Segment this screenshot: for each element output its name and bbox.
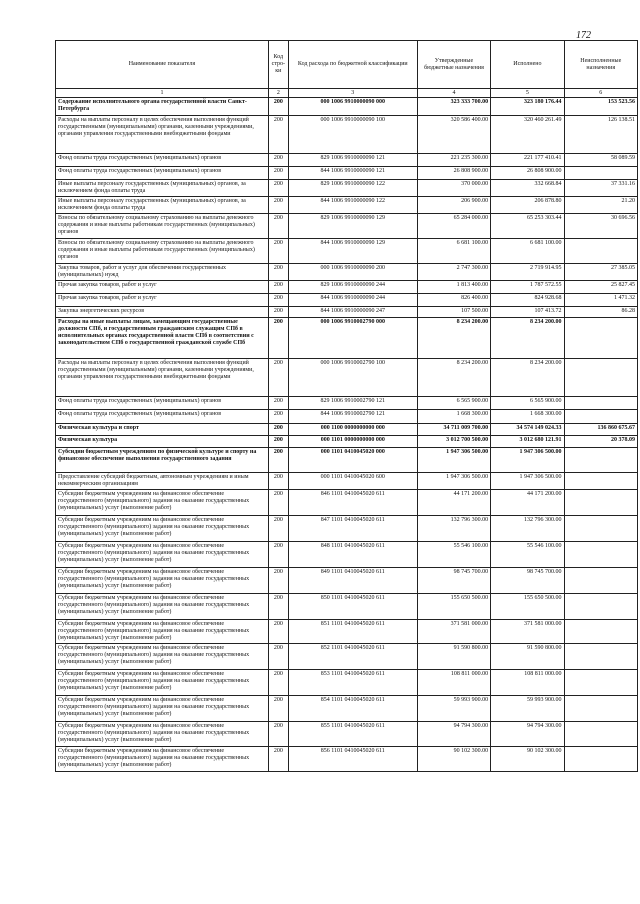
row-line-code-cell: 200 bbox=[268, 620, 288, 644]
row-approved-cell: 8 234 200.00 bbox=[417, 359, 490, 397]
row-budget-code-cell: 856 1101 0410045020 611 bbox=[288, 747, 417, 772]
row-remaining-cell bbox=[564, 318, 637, 359]
column-number: 5 bbox=[491, 89, 564, 98]
row-name-cell: Субсидии бюджетным учреждениям на финансовое обеспечение государственного (муниципального) задания на оказание государственных (муниципальных) услуг (выполнение работ) bbox=[56, 620, 269, 644]
row-name-cell: Фонд оплаты труда государственных (муниципальных) органов bbox=[56, 410, 269, 424]
row-line-code-cell: 200 bbox=[268, 644, 288, 670]
row-name-cell: Расходы на выплаты персоналу в целях обеспечения выполнения функций государственными (муниципальными) органами, казенными учреждениями, органами управления государственными внебюджетными фондами bbox=[56, 359, 269, 397]
row-remaining-cell bbox=[564, 410, 637, 424]
row-executed-cell: 34 574 149 024.33 bbox=[491, 424, 564, 436]
row-executed-cell: 6 681 100.00 bbox=[491, 239, 564, 264]
row-line-code-cell: 200 bbox=[268, 359, 288, 397]
row-remaining-cell bbox=[564, 490, 637, 516]
row-name-cell: Расходы на выплаты персоналу в целях обеспечения выполнения функций государственными (муниципальными) органами, казенными учреждениями, органами управления государственными внебюджетными фондами bbox=[56, 116, 269, 154]
row-name-cell: Расходы на иные выплаты лицам, замещающим государственные должности СПб, и государственным гражданским служащим СПб в исполнительных органах государственной власти СПб в соответствии с законодательством СПб о государственной гражданской службе СПб bbox=[56, 318, 269, 359]
row-budget-code-cell: 000 1006 9910002790 000 bbox=[288, 318, 417, 359]
row-name-cell: Субсидии бюджетным учреждениям на финансовое обеспечение государственного (муниципального) задания на оказание государственных (муниципальных) услуг (выполнение работ) bbox=[56, 568, 269, 594]
row-approved-cell: 55 546 100.00 bbox=[417, 542, 490, 568]
header-executed: Исполнено bbox=[491, 41, 564, 89]
row-approved-cell: 8 234 200.00 bbox=[417, 318, 490, 359]
row-budget-code-cell: 829 1006 9910000090 122 bbox=[288, 180, 417, 197]
row-executed-cell: 155 650 500.00 bbox=[491, 594, 564, 620]
row-budget-code-cell: 000 1006 9910000090 000 bbox=[288, 98, 417, 116]
table-row bbox=[56, 722, 638, 747]
row-budget-code-cell: 844 1006 9910000090 244 bbox=[288, 294, 417, 307]
row-line-code-cell: 200 bbox=[268, 424, 288, 436]
row-budget-code-cell: 000 1101 0410045020 000 bbox=[288, 448, 417, 473]
table-row bbox=[56, 568, 638, 594]
header-indicator-name: Наименование показателя bbox=[56, 41, 269, 89]
row-name-cell: Взносы по обязательному социальному страхованию на выплаты денежного содержания и иные выплаты работникам государственных (муниципальных) органов bbox=[56, 239, 269, 264]
row-executed-cell: 26 808 900.00 bbox=[491, 167, 564, 180]
header-approved: Утвержденные бюджетные назначения bbox=[417, 41, 490, 89]
table-row bbox=[56, 696, 638, 722]
table-row bbox=[56, 620, 638, 644]
row-approved-cell: 6 681 100.00 bbox=[417, 239, 490, 264]
row-name-cell: Субсидии бюджетным учреждениям на финансовое обеспечение государственного (муниципального) задания на оказание государственных (муниципальных) услуг (выполнение работ) bbox=[56, 594, 269, 620]
row-remaining-cell bbox=[564, 568, 637, 594]
row-executed-cell: 8 234 200.00 bbox=[491, 359, 564, 397]
row-remaining-cell bbox=[564, 594, 637, 620]
table-body bbox=[56, 98, 638, 772]
table-row bbox=[56, 294, 638, 307]
row-name-cell: Иные выплаты персоналу государственных (муниципальных) органов, за исключением фонда оплаты труда bbox=[56, 197, 269, 214]
row-name-cell: Фонд оплаты труда государственных (муниципальных) органов bbox=[56, 154, 269, 167]
row-budget-code-cell: 855 1101 0410045020 611 bbox=[288, 722, 417, 747]
row-executed-cell: 90 102 300.00 bbox=[491, 747, 564, 772]
row-budget-code-cell: 854 1101 0410045020 611 bbox=[288, 696, 417, 722]
row-name-cell: Прочая закупка товаров, работ и услуг bbox=[56, 294, 269, 307]
row-remaining-cell bbox=[564, 620, 637, 644]
row-name-cell: Субсидии бюджетным учреждениям на финансовое обеспечение государственного (муниципального) задания на оказание государственных (муниципальных) услуг (выполнение работ) bbox=[56, 490, 269, 516]
row-executed-cell: 94 794 300.00 bbox=[491, 722, 564, 747]
column-number: 1 bbox=[56, 89, 269, 98]
page-number: 172 bbox=[576, 30, 591, 41]
table-row bbox=[56, 214, 638, 239]
row-executed-cell: 206 878.80 bbox=[491, 197, 564, 214]
row-line-code-cell: 200 bbox=[268, 397, 288, 410]
row-executed-cell: 323 180 176.44 bbox=[491, 98, 564, 116]
table-header-row bbox=[56, 41, 638, 89]
row-remaining-cell: 20 378.09 bbox=[564, 436, 637, 448]
table-row bbox=[56, 410, 638, 424]
table-row bbox=[56, 670, 638, 696]
row-approved-cell: 2 747 300.00 bbox=[417, 264, 490, 281]
row-name-cell: Закупка товаров, работ и услуг для обеспечения государственных (муниципальных) нужд bbox=[56, 264, 269, 281]
row-remaining-cell bbox=[564, 516, 637, 542]
row-budget-code-cell: 000 1006 9910000090 100 bbox=[288, 116, 417, 154]
row-name-cell: Закупка энергетических ресурсов bbox=[56, 307, 269, 318]
row-line-code-cell: 200 bbox=[268, 239, 288, 264]
column-number: 6 bbox=[564, 89, 637, 98]
row-approved-cell: 132 796 300.00 bbox=[417, 516, 490, 542]
row-remaining-cell: 153 523.56 bbox=[564, 98, 637, 116]
table-row bbox=[56, 167, 638, 180]
row-remaining-cell bbox=[564, 644, 637, 670]
row-budget-code-cell: 000 1006 9910000090 200 bbox=[288, 264, 417, 281]
row-name-cell: Субсидии бюджетным учреждениям на финансовое обеспечение государственного (муниципального) задания на оказание государственных (муниципальных) услуг (выполнение работ) bbox=[56, 542, 269, 568]
table-row bbox=[56, 180, 638, 197]
row-approved-cell: 1 947 306 500.00 bbox=[417, 473, 490, 490]
row-remaining-cell bbox=[564, 239, 637, 264]
row-remaining-cell: 27 385.05 bbox=[564, 264, 637, 281]
row-line-code-cell: 200 bbox=[268, 214, 288, 239]
row-remaining-cell bbox=[564, 696, 637, 722]
row-remaining-cell bbox=[564, 448, 637, 473]
row-executed-cell: 371 581 000.00 bbox=[491, 620, 564, 644]
row-executed-cell: 3 012 680 121.91 bbox=[491, 436, 564, 448]
row-remaining-cell bbox=[564, 722, 637, 747]
row-approved-cell: 155 650 500.00 bbox=[417, 594, 490, 620]
row-budget-code-cell: 848 1101 0410045020 611 bbox=[288, 542, 417, 568]
row-budget-code-cell: 844 1006 9910000090 122 bbox=[288, 197, 417, 214]
row-line-code-cell: 200 bbox=[268, 116, 288, 154]
row-executed-cell: 108 811 000.00 bbox=[491, 670, 564, 696]
row-line-code-cell: 200 bbox=[268, 318, 288, 359]
row-approved-cell: 26 808 900.00 bbox=[417, 167, 490, 180]
row-line-code-cell: 200 bbox=[268, 436, 288, 448]
row-line-code-cell: 200 bbox=[268, 167, 288, 180]
row-executed-cell: 98 745 700.00 bbox=[491, 568, 564, 594]
row-remaining-cell bbox=[564, 747, 637, 772]
row-line-code-cell: 200 bbox=[268, 410, 288, 424]
row-remaining-cell: 1 471.32 bbox=[564, 294, 637, 307]
row-executed-cell: 132 796 300.00 bbox=[491, 516, 564, 542]
table-row bbox=[56, 747, 638, 772]
row-budget-code-cell: 000 1101 0410045020 600 bbox=[288, 473, 417, 490]
table-row bbox=[56, 516, 638, 542]
row-executed-cell: 320 460 261.49 bbox=[491, 116, 564, 154]
column-number: 3 bbox=[288, 89, 417, 98]
row-line-code-cell: 200 bbox=[268, 696, 288, 722]
row-line-code-cell: 200 bbox=[268, 197, 288, 214]
row-approved-cell: 1 668 300.00 bbox=[417, 410, 490, 424]
row-line-code-cell: 200 bbox=[268, 294, 288, 307]
row-approved-cell: 34 711 009 700.00 bbox=[417, 424, 490, 436]
table-row bbox=[56, 281, 638, 294]
row-executed-cell: 1 668 300.00 bbox=[491, 410, 564, 424]
row-budget-code-cell: 852 1101 0410045020 611 bbox=[288, 644, 417, 670]
row-approved-cell: 1 947 306 500.00 bbox=[417, 448, 490, 473]
row-approved-cell: 221 235 300.00 bbox=[417, 154, 490, 167]
row-approved-cell: 206 900.00 bbox=[417, 197, 490, 214]
row-executed-cell: 2 719 914.95 bbox=[491, 264, 564, 281]
row-name-cell: Физическая культура и спорт bbox=[56, 424, 269, 436]
row-approved-cell: 90 102 300.00 bbox=[417, 747, 490, 772]
row-name-cell: Предоставление субсидий бюджетным, автономным учреждениям и иным некоммерческим организациям bbox=[56, 473, 269, 490]
row-name-cell: Субсидии бюджетным учреждениям на финансовое обеспечение государственного (муниципального) задания на оказание государственных (муниципальных) услуг (выполнение работ) bbox=[56, 516, 269, 542]
row-approved-cell: 65 284 000.00 bbox=[417, 214, 490, 239]
row-line-code-cell: 200 bbox=[268, 473, 288, 490]
row-line-code-cell: 200 bbox=[268, 281, 288, 294]
row-line-code-cell: 200 bbox=[268, 568, 288, 594]
row-remaining-cell: 30 696.56 bbox=[564, 214, 637, 239]
table-row bbox=[56, 594, 638, 620]
row-remaining-cell bbox=[564, 670, 637, 696]
row-remaining-cell: 126 138.51 bbox=[564, 116, 637, 154]
row-remaining-cell bbox=[564, 473, 637, 490]
header-line-code: Код стро-ки bbox=[268, 41, 288, 89]
table-row bbox=[56, 264, 638, 281]
row-remaining-cell: 21.20 bbox=[564, 197, 637, 214]
row-budget-code-cell: 000 1100 0000000000 000 bbox=[288, 424, 417, 436]
row-line-code-cell: 200 bbox=[268, 670, 288, 696]
row-approved-cell: 107 500.00 bbox=[417, 307, 490, 318]
row-budget-code-cell: 000 1006 9910002790 100 bbox=[288, 359, 417, 397]
row-executed-cell: 221 177 410.41 bbox=[491, 154, 564, 167]
row-name-cell: Иные выплаты персоналу государственных (муниципальных) органов, за исключением фонда оплаты труда bbox=[56, 180, 269, 197]
row-approved-cell: 44 171 200.00 bbox=[417, 490, 490, 516]
row-executed-cell: 1 947 306 500.00 bbox=[491, 473, 564, 490]
row-approved-cell: 1 813 400.00 bbox=[417, 281, 490, 294]
row-remaining-cell: 136 860 675.67 bbox=[564, 424, 637, 436]
header-budget-code: Код расхода по бюджетной классификации bbox=[288, 41, 417, 89]
column-number-row bbox=[56, 89, 638, 98]
row-executed-cell: 55 546 100.00 bbox=[491, 542, 564, 568]
table-row bbox=[56, 116, 638, 154]
table-row bbox=[56, 197, 638, 214]
table-row bbox=[56, 436, 638, 448]
table-row bbox=[56, 98, 638, 116]
row-executed-cell: 8 234 200.00 bbox=[491, 318, 564, 359]
row-executed-cell: 44 171 200.00 bbox=[491, 490, 564, 516]
row-budget-code-cell: 844 1006 9910002790 121 bbox=[288, 410, 417, 424]
table-row bbox=[56, 644, 638, 670]
budget-execution-table bbox=[55, 40, 638, 772]
column-number: 4 bbox=[417, 89, 490, 98]
row-name-cell: Прочая закупка товаров, работ и услуг bbox=[56, 281, 269, 294]
table-row bbox=[56, 448, 638, 473]
row-name-cell: Содержание исполнительного органа государственной власти Санкт-Петербурга bbox=[56, 98, 269, 116]
row-name-cell: Фонд оплаты труда государственных (муниципальных) органов bbox=[56, 397, 269, 410]
row-name-cell: Субсидии бюджетным учреждениям на финансовое обеспечение государственного (муниципального) задания на оказание государственных (муниципальных) услуг (выполнение работ) bbox=[56, 696, 269, 722]
row-budget-code-cell: 846 1101 0410045020 611 bbox=[288, 490, 417, 516]
row-name-cell: Фонд оплаты труда государственных (муниципальных) органов bbox=[56, 167, 269, 180]
row-line-code-cell: 200 bbox=[268, 594, 288, 620]
table-row bbox=[56, 473, 638, 490]
row-approved-cell: 59 993 900.00 bbox=[417, 696, 490, 722]
row-approved-cell: 98 745 700.00 bbox=[417, 568, 490, 594]
row-name-cell: Субсидии бюджетным учреждениям на финансовое обеспечение государственного (муниципального) задания на оказание государственных (муниципальных) услуг (выполнение работ) bbox=[56, 670, 269, 696]
row-name-cell: Взносы по обязательному социальному страхованию на выплаты денежного содержания и иные выплаты работникам государственных (муниципальных) органов bbox=[56, 214, 269, 239]
row-approved-cell: 371 581 000.00 bbox=[417, 620, 490, 644]
table-row bbox=[56, 490, 638, 516]
header-remaining: Неисполненные назначения bbox=[564, 41, 637, 89]
row-line-code-cell: 200 bbox=[268, 490, 288, 516]
row-name-cell: Субсидии бюджетным учреждениям на финансовое обеспечение государственного (муниципального) задания на оказание государственных (муниципальных) услуг (выполнение работ) bbox=[56, 644, 269, 670]
row-line-code-cell: 200 bbox=[268, 180, 288, 197]
row-budget-code-cell: 829 1006 9910002790 121 bbox=[288, 397, 417, 410]
row-approved-cell: 3 012 700 500.00 bbox=[417, 436, 490, 448]
table-row bbox=[56, 424, 638, 436]
row-budget-code-cell: 829 1006 9910000090 244 bbox=[288, 281, 417, 294]
row-executed-cell: 65 253 303.44 bbox=[491, 214, 564, 239]
row-budget-code-cell: 850 1101 0410045020 611 bbox=[288, 594, 417, 620]
row-name-cell: Субсидии бюджетным учреждениям по физической культуре и спорту на финансовое обеспечение выполнения государственного задания bbox=[56, 448, 269, 473]
row-budget-code-cell: 853 1101 0410045020 611 bbox=[288, 670, 417, 696]
row-budget-code-cell: 851 1101 0410045020 611 bbox=[288, 620, 417, 644]
table-row bbox=[56, 307, 638, 318]
row-remaining-cell: 25 827.45 bbox=[564, 281, 637, 294]
row-budget-code-cell: 849 1101 0410045020 611 bbox=[288, 568, 417, 594]
row-line-code-cell: 200 bbox=[268, 264, 288, 281]
row-budget-code-cell: 847 1101 0410045020 611 bbox=[288, 516, 417, 542]
row-line-code-cell: 200 bbox=[268, 722, 288, 747]
table-row bbox=[56, 154, 638, 167]
row-line-code-cell: 200 bbox=[268, 747, 288, 772]
row-line-code-cell: 200 bbox=[268, 98, 288, 116]
row-approved-cell: 323 333 700.00 bbox=[417, 98, 490, 116]
row-remaining-cell: 58 089.59 bbox=[564, 154, 637, 167]
row-budget-code-cell: 844 1006 9910000090 129 bbox=[288, 239, 417, 264]
row-budget-code-cell: 829 1006 9910000090 121 bbox=[288, 154, 417, 167]
row-budget-code-cell: 000 1101 0000000000 000 bbox=[288, 436, 417, 448]
row-approved-cell: 91 590 800.00 bbox=[417, 644, 490, 670]
row-approved-cell: 6 565 900.00 bbox=[417, 397, 490, 410]
row-remaining-cell bbox=[564, 542, 637, 568]
row-executed-cell: 1 947 306 500.00 bbox=[491, 448, 564, 473]
table-row bbox=[56, 239, 638, 264]
column-number: 2 bbox=[268, 89, 288, 98]
row-remaining-cell: 86.28 bbox=[564, 307, 637, 318]
row-line-code-cell: 200 bbox=[268, 542, 288, 568]
row-name-cell: Физическая культура bbox=[56, 436, 269, 448]
row-budget-code-cell: 844 1006 9910000090 121 bbox=[288, 167, 417, 180]
row-executed-cell: 91 590 800.00 bbox=[491, 644, 564, 670]
row-line-code-cell: 200 bbox=[268, 448, 288, 473]
row-name-cell: Субсидии бюджетным учреждениям на финансовое обеспечение государственного (муниципального) задания на оказание государственных (муниципальных) услуг (выполнение работ) bbox=[56, 747, 269, 772]
row-line-code-cell: 200 bbox=[268, 307, 288, 318]
row-remaining-cell bbox=[564, 359, 637, 397]
row-approved-cell: 108 811 000.00 bbox=[417, 670, 490, 696]
row-approved-cell: 320 586 400.00 bbox=[417, 116, 490, 154]
row-budget-code-cell: 829 1006 9910000090 129 bbox=[288, 214, 417, 239]
row-line-code-cell: 200 bbox=[268, 516, 288, 542]
row-remaining-cell bbox=[564, 397, 637, 410]
row-remaining-cell: 37 331.16 bbox=[564, 180, 637, 197]
table-row bbox=[56, 318, 638, 359]
table-row bbox=[56, 397, 638, 410]
row-line-code-cell: 200 bbox=[268, 154, 288, 167]
row-remaining-cell bbox=[564, 167, 637, 180]
row-approved-cell: 370 000.00 bbox=[417, 180, 490, 197]
table-row bbox=[56, 359, 638, 397]
row-executed-cell: 59 993 900.00 bbox=[491, 696, 564, 722]
row-executed-cell: 332 668.84 bbox=[491, 180, 564, 197]
row-executed-cell: 824 928.68 bbox=[491, 294, 564, 307]
row-name-cell: Субсидии бюджетным учреждениям на финансовое обеспечение государственного (муниципального) задания на оказание государственных (муниципальных) услуг (выполнение работ) bbox=[56, 722, 269, 747]
table-row bbox=[56, 542, 638, 568]
row-approved-cell: 826 400.00 bbox=[417, 294, 490, 307]
row-executed-cell: 107 413.72 bbox=[491, 307, 564, 318]
row-approved-cell: 94 794 300.00 bbox=[417, 722, 490, 747]
row-executed-cell: 6 565 900.00 bbox=[491, 397, 564, 410]
row-executed-cell: 1 787 572.55 bbox=[491, 281, 564, 294]
row-budget-code-cell: 844 1006 9910000090 247 bbox=[288, 307, 417, 318]
